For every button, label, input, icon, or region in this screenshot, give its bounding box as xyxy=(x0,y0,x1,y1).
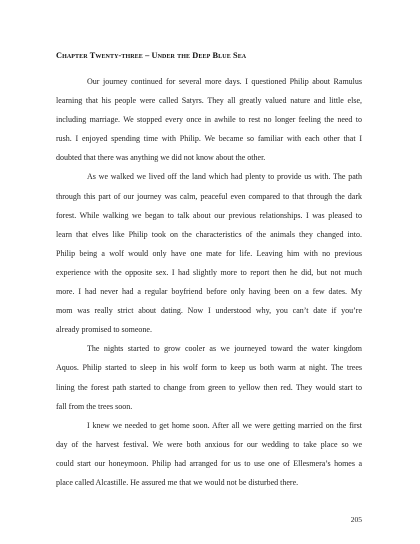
text-line: doubted that there was anything we did not know about the other. xyxy=(56,153,266,163)
text-line: experience with the opposite sex. I had slightly more to report then he did, but not much xyxy=(56,267,362,277)
text-line: place called Alcastille. He assured me that we would not be disturbed there. xyxy=(56,477,299,487)
text-line: The nights started to grow cooler as we journeyed toward the water kingdom xyxy=(87,344,362,354)
page-number: 205 xyxy=(350,515,362,524)
text-line: through this part of our journey was calm, peaceful even compared to that through the dark xyxy=(56,191,362,201)
text-line: As we walked we lived off the land which had plenty to provide us with. The path xyxy=(87,172,362,182)
paragraph xyxy=(56,416,362,492)
text-line: Our journey continued for several more days. I questioned Philip about Ramulus xyxy=(87,77,362,86)
text-line: forest. While walking we began to talk about our previous relationships. I was pleased to xyxy=(56,210,362,220)
text-line: more. I had never had a regular boyfriend before only having been on a few dates. My xyxy=(56,287,362,297)
text-line: already promised to someone. xyxy=(56,325,152,335)
paragraph xyxy=(56,167,362,339)
text-line: lining the forest path started to change from green to yellow then red. They would start to xyxy=(56,382,362,392)
text-line: Aquos. Philip started to sleep in his wolf form to keep us both warm at night. The trees xyxy=(56,363,362,373)
text-line: learning that his people were called Satyrs. They all greatly valued nature and little else, xyxy=(56,96,362,106)
paragraph xyxy=(56,72,362,167)
chapter-body xyxy=(56,72,362,492)
text-line: day of the harvest festival. We were both anxious for our wedding to take place so we xyxy=(56,439,362,449)
text-line: rush. I enjoyed spending time with Philip. We became so familiar with each other that I xyxy=(56,134,362,144)
text-line: I knew we needed to get home soon. After all we were getting married on the first xyxy=(87,420,362,430)
text-line: could start our honeymoon. Philip had arranged for us to use one of Ellesmera’s homes a xyxy=(56,458,362,468)
text-line: including marriage. We stopped every once in awhile to rest no longer feeling the need to xyxy=(56,115,362,125)
chapter-heading: Chapter Twenty-three – Under the Deep Blue Sea xyxy=(56,51,247,60)
text-line: learn that elves like Philip took on the characteristics of the animals they changed into. xyxy=(56,229,362,239)
text-line: mom was really strict about dating. Now I understood why, you can’t date if you’re xyxy=(56,306,362,316)
text-line: fall from the trees soon. xyxy=(56,401,133,411)
paragraph xyxy=(56,339,362,415)
text-line: Philip being a wolf would only have one mate for life. Leaving him with no previous xyxy=(56,248,362,258)
